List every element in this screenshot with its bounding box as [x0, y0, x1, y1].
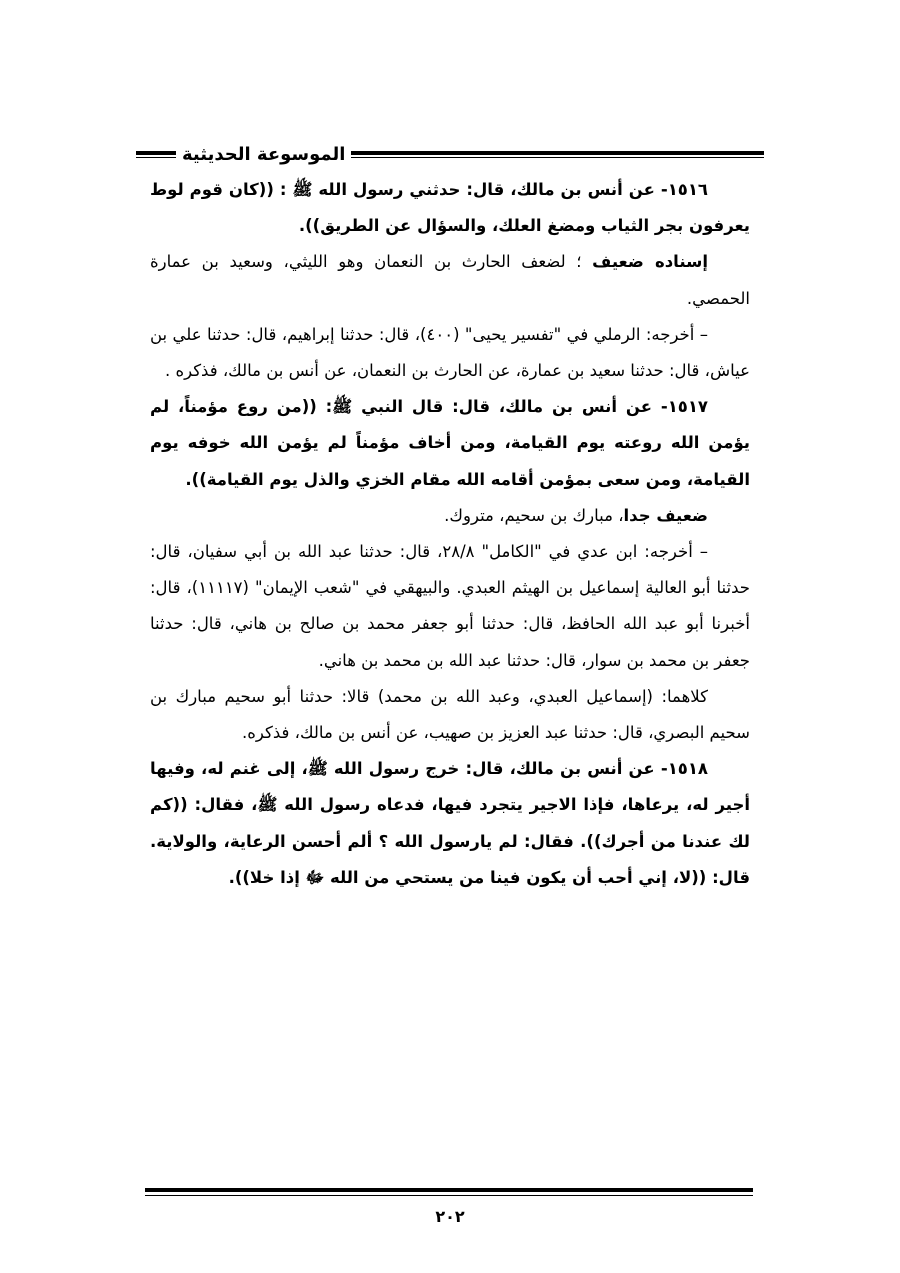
hadith-1517 — [150, 389, 750, 498]
grading-1517 — [150, 498, 750, 534]
hadith-text: ١٥١٨- عن أنس بن مالك، قال: خرج رسول الله ﷺ، إلى غنم له، وفيها أجير له، يرعاها، فإذا الاجير يتجرد فيها، فدعاه رسول الله ﷺ، فقال: ((كم لك عندنا من أجرك)). فقال: لم يارسول الله ؟ ألم أحسن الرعاية، والولاية. قال: ((لا، إني أحب أن يكون فينا من يستحي من الله ﷻ إذا خلا)). — [150, 759, 750, 887]
grading-label: ضعيف جدا — [623, 505, 708, 525]
page-number: ٢٠٢ — [435, 1207, 465, 1226]
grading-label: إسناده ضعيف — [592, 252, 708, 272]
running-header — [136, 140, 764, 168]
hadith-text: ١٥١٧- عن أنس بن مالك، قال: قال النبي ﷺ: ((من روع مؤمناً، لم يؤمن الله روعته يوم القيامة، ومن أخاف مؤمناً لم يؤمن الله خوفه يوم القيامة، ومن سعى بمؤمن أقامه الله مقام الخزي والذل يوم القيامة)). — [150, 397, 750, 489]
footer-rule — [145, 1188, 753, 1196]
chain-summary-1517 — [150, 679, 750, 751]
header-rule-right — [351, 151, 764, 158]
takhrij-1516 — [150, 317, 750, 389]
takhrij-1517 — [150, 534, 750, 679]
hadith-text: ١٥١٦- عن أنس بن مالك، قال: حدثني رسول الله ﷺ : ((كان قوم لوط يعرفون بجر الثياب ومضغ العلك، والسؤال عن الطريق)). — [150, 180, 750, 236]
header-rule-left — [136, 151, 176, 158]
hadith-1518 — [150, 751, 750, 896]
grading-text: ؛ لضعف الحارث بن النعمان وهو الليثي، وسعيد بن عمارة الحمصي. — [150, 252, 750, 308]
page-body — [150, 172, 750, 896]
grading-1516 — [150, 244, 750, 316]
chain-text: كلاهما: (إسماعيل العبدي، وعبد الله بن محمد) قالا: حدثنا أبو سحيم مبارك بن سحيم البصري، قال: حدثنا عبد العزيز بن صهيب، عن أنس بن مالك، فذكره. — [150, 686, 750, 743]
grading-text: ، مبارك بن سحيم، متروك. — [444, 505, 624, 525]
header-title: الموسوعة الحديثية — [182, 143, 346, 165]
takhrij-text: – أخرجه: الرملي في "تفسير يحيى" (٤٠٠)، قال: حدثنا إبراهيم، قال: حدثنا علي بن عياش، قال: حدثنا سعيد بن عمارة، عن الحارث بن النعمان، عن أنس بن مالك، فذكره . — [150, 324, 750, 381]
takhrij-text: – أخرجه: ابن عدي في "الكامل" ٢٨/٨، قال: حدثنا عبد الله بن أبي سفيان، قال: حدثنا أبو العالية إسماعيل بن الهيثم العبدي. والبيهقي في "شعب الإيمان" (١١١١٧)، قال: أخبرنا أبو عبد الله الحافظ، قال: حدثنا أبو جعفر محمد بن صالح بن هاني، قال: حدثنا جعفر بن محمد بن سوار، قال: حدثنا عبد الله بن محمد بن هاني. — [150, 542, 750, 670]
hadith-1516 — [150, 172, 750, 244]
